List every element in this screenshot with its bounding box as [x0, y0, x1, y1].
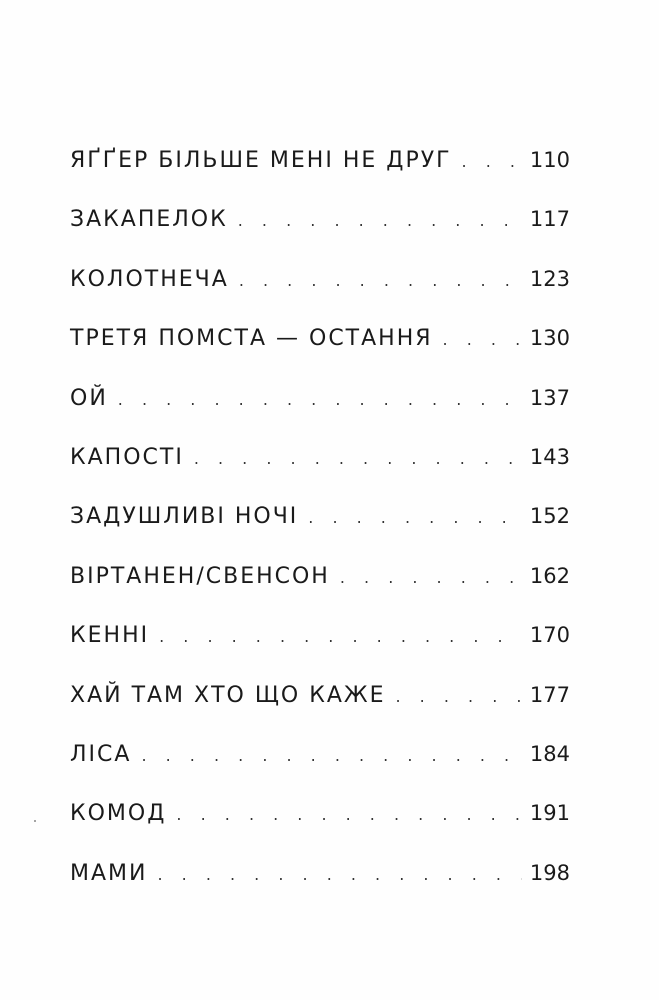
toc-entry-page: 137 [529, 385, 570, 410]
toc-entry [70, 209, 570, 268]
toc-entry [70, 625, 570, 684]
dot-leader [396, 689, 522, 705]
toc-entry [70, 563, 570, 625]
toc-entry-title: КОМОД [70, 801, 167, 827]
toc-entry-title: ЗАКАПЕЛОК [70, 207, 228, 233]
toc-entry-title: ТРЕТЯ ПОМСТА — ОСТАННЯ [70, 326, 433, 352]
dot-leader [194, 451, 522, 467]
dot-leader [157, 867, 521, 883]
dot-leader [308, 510, 522, 526]
toc-entry [70, 741, 570, 803]
toc-entry [70, 328, 570, 387]
toc-entry [70, 385, 570, 447]
dot-leader [239, 273, 522, 289]
toc-entry-title: МАМИ [70, 860, 148, 886]
toc-entry-page: 198 [529, 860, 570, 885]
toc-entry-title: ВІРТАНЕН/СВЕНСОН [70, 563, 330, 589]
toc-entry-title: ЗАДУШЛИВІ НОЧІ [70, 504, 299, 530]
toc-entry-page: 117 [529, 207, 570, 232]
toc-entry-page: 170 [529, 623, 570, 648]
dot-leader [238, 213, 522, 229]
toc-entry-title: ЛІСА [70, 741, 132, 767]
dot-leader [176, 807, 521, 823]
toc-entry [70, 860, 570, 922]
toc-entry-page: 143 [529, 444, 570, 469]
dot-leader [462, 154, 522, 170]
toc-entry-page: 184 [529, 741, 570, 766]
toc-entry-title: ЯҐҐЕР БІЛЬШЕ МЕНІ НЕ ДРУГ [70, 148, 452, 173]
dot-leader [159, 629, 522, 645]
toc-entry [70, 444, 570, 506]
toc-entry-title: КЕННІ [70, 623, 150, 649]
paper-speck [34, 820, 36, 822]
toc-entry-page: 130 [529, 326, 570, 351]
toc-entry-page: 162 [529, 563, 570, 588]
toc-entry [70, 150, 570, 209]
dot-leader [141, 748, 521, 764]
toc-entry-title: КОЛОТНЕЧА [70, 266, 229, 292]
dot-leader [340, 570, 522, 586]
toc-entry-page: 123 [529, 266, 570, 291]
dot-leader [443, 332, 522, 348]
toc-entry-page: 177 [529, 682, 570, 707]
toc-entry [70, 682, 570, 744]
table-of-contents [70, 150, 570, 922]
toc-entry-title: ОЙ [70, 385, 108, 411]
dot-leader [118, 392, 522, 408]
toc-entry-title: ХАЙ ТАМ ХТО ЩО КАЖЕ [70, 682, 386, 708]
toc-entry-page: 110 [529, 148, 570, 172]
toc-entry-title: КАПОСТІ [70, 444, 184, 470]
toc-entry [70, 506, 570, 565]
toc-entry-page: 191 [529, 801, 570, 826]
toc-entry-page: 152 [529, 504, 570, 529]
toc-entry [70, 803, 570, 862]
toc-entry [70, 266, 570, 328]
